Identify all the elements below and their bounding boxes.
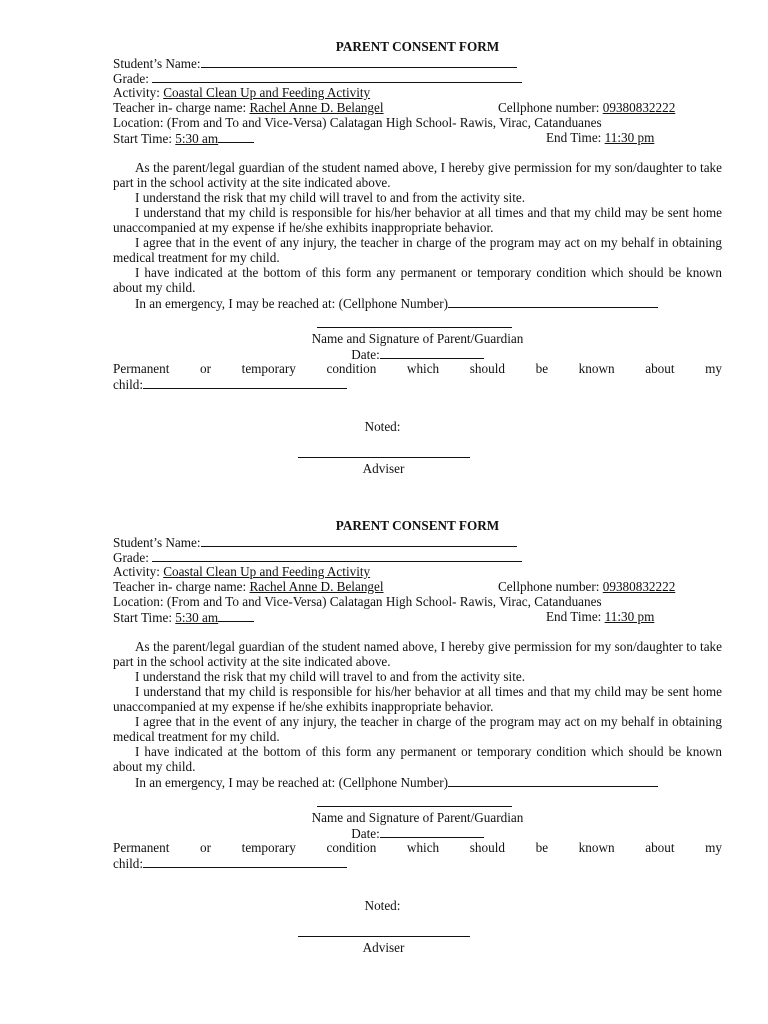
start-time-value: 5:30 am <box>175 131 219 146</box>
start-time-label: Start Time: <box>113 610 172 625</box>
activity-row <box>113 564 722 579</box>
grade-row <box>113 70 722 85</box>
cellphone-label: Cellphone number: <box>498 100 600 115</box>
grade-label: Grade: <box>113 550 149 565</box>
signature-line[interactable] <box>317 806 512 807</box>
date-blank[interactable] <box>380 346 484 359</box>
teacher-label: Teacher in- charge name: <box>113 579 247 594</box>
start-time-label: Start Time: <box>113 131 172 146</box>
activity-value: Coastal Clean Up and Feeding Activity <box>163 564 371 579</box>
cellphone-field <box>498 100 675 115</box>
signature-label: Name and Signature of Parent/Guardian <box>311 331 524 346</box>
injury-paragraph: I agree that in the event of any injury, the teacher in charge of the program may act on my behalf in obtaining medical treatment for my child. <box>113 235 722 265</box>
signature-label: Name and Signature of Parent/Guardian <box>311 810 524 825</box>
teacher-label: Teacher in- charge name: <box>113 100 247 115</box>
activity-label: Activity: <box>113 564 160 579</box>
grade-blank[interactable] <box>152 549 522 562</box>
teacher-row <box>113 579 722 594</box>
grade-blank[interactable] <box>152 70 522 83</box>
emergency-label: In an emergency, I may be reached at: (Cellphone Number) <box>135 775 449 790</box>
date-row <box>113 346 722 362</box>
end-time-label: End Time: <box>546 609 602 624</box>
emergency-label: In an emergency, I may be reached at: (Cellphone Number) <box>135 296 449 311</box>
student-name-blank[interactable] <box>201 55 517 68</box>
emergency-blank[interactable] <box>448 295 658 308</box>
end-time-value: 11:30 pm <box>604 609 655 624</box>
signature-section <box>113 790 722 955</box>
location-row: Location: (From and To and Vice-Versa) Calatagan High School- Rawis, Virac, Catanduanes <box>113 594 602 609</box>
cellphone-field <box>498 579 675 594</box>
student-name-row <box>113 55 722 70</box>
risk-paragraph: I understand the risk that my child will travel to and from the activity site. <box>135 669 526 684</box>
adviser-signature-line[interactable] <box>298 457 470 458</box>
date-row <box>113 825 722 841</box>
condition-blank[interactable] <box>143 855 347 868</box>
date-label: Date: <box>351 347 380 362</box>
time-row <box>113 609 722 624</box>
student-name-label: Student’s Name: <box>113 56 201 71</box>
injury-paragraph: I agree that in the event of any injury, the teacher in charge of the program may act on my behalf in obtaining medical treatment for my child. <box>113 714 722 744</box>
adviser-signature-line[interactable] <box>298 936 470 937</box>
emergency-row <box>113 774 722 790</box>
form-title: PARENT CONSENT FORM <box>335 518 500 533</box>
condition-text: Permanent or temporary condition which should be known about my <box>113 840 722 855</box>
location-row: Location: (From and To and Vice-Versa) Calatagan High School- Rawis, Virac, Catanduanes <box>113 115 602 130</box>
condition-child-label: child: <box>113 856 144 871</box>
adviser-label: Adviser <box>362 940 405 955</box>
condition-text: Permanent or temporary condition which should be known about my <box>113 361 722 376</box>
grade-row <box>113 549 722 564</box>
cellphone-value: 09380832222 <box>602 100 676 115</box>
consent-paragraph: As the parent/legal guardian of the student named above, I hereby give permission for my son/daughter to take part in the school activity at the site indicated above. <box>113 639 722 669</box>
start-time-blank <box>218 609 254 622</box>
teacher-value: Rachel Anne D. Belangel <box>249 100 384 115</box>
teacher-value: Rachel Anne D. Belangel <box>249 579 384 594</box>
consent-form-1 <box>113 39 722 476</box>
condition-paragraph: I have indicated at the bottom of this form any permanent or temporary condition which should be known about my child. <box>113 744 722 774</box>
grade-label: Grade: <box>113 71 149 86</box>
emergency-row <box>113 295 722 311</box>
cellphone-value: 09380832222 <box>602 579 676 594</box>
student-name-label: Student’s Name: <box>113 535 201 550</box>
end-time-value: 11:30 pm <box>604 130 655 145</box>
behavior-paragraph: I understand that my child is responsible for his/her behavior at all times and that my child may be sent home unaccompanied at my expense if he/she exhibits inappropriate behavior. <box>113 205 722 235</box>
student-name-blank[interactable] <box>201 534 517 547</box>
noted-label: Noted: <box>364 419 401 434</box>
consent-paragraph: As the parent/legal guardian of the student named above, I hereby give permission for my son/daughter to take part in the school activity at the site indicated above. <box>113 160 722 190</box>
behavior-paragraph: I understand that my child is responsible for his/her behavior at all times and that my child may be sent home unaccompanied at my expense if he/she exhibits inappropriate behavior. <box>113 684 722 714</box>
adviser-label: Adviser <box>362 461 405 476</box>
condition-blank[interactable] <box>143 376 347 389</box>
consent-form-2 <box>113 518 722 955</box>
activity-label: Activity: <box>113 85 160 100</box>
emergency-blank[interactable] <box>448 774 658 787</box>
form-title: PARENT CONSENT FORM <box>335 39 500 54</box>
risk-paragraph: I understand the risk that my child will travel to and from the activity site. <box>135 190 526 205</box>
student-name-row <box>113 534 722 549</box>
time-row <box>113 130 722 145</box>
end-time-field <box>546 609 654 624</box>
activity-row <box>113 85 722 100</box>
cellphone-label: Cellphone number: <box>498 579 600 594</box>
start-time-blank <box>218 130 254 143</box>
condition-child-label: child: <box>113 377 144 392</box>
date-label: Date: <box>351 826 380 841</box>
date-blank[interactable] <box>380 825 484 838</box>
teacher-row <box>113 100 722 115</box>
condition-paragraph: I have indicated at the bottom of this form any permanent or temporary condition which should be known about my child. <box>113 265 722 295</box>
signature-line[interactable] <box>317 327 512 328</box>
condition-child-row <box>113 855 347 871</box>
condition-child-row <box>113 376 347 392</box>
activity-value: Coastal Clean Up and Feeding Activity <box>163 85 371 100</box>
end-time-label: End Time: <box>546 130 602 145</box>
noted-label: Noted: <box>364 898 401 913</box>
end-time-field <box>546 130 654 145</box>
start-time-value: 5:30 am <box>175 610 219 625</box>
signature-section <box>113 311 722 476</box>
